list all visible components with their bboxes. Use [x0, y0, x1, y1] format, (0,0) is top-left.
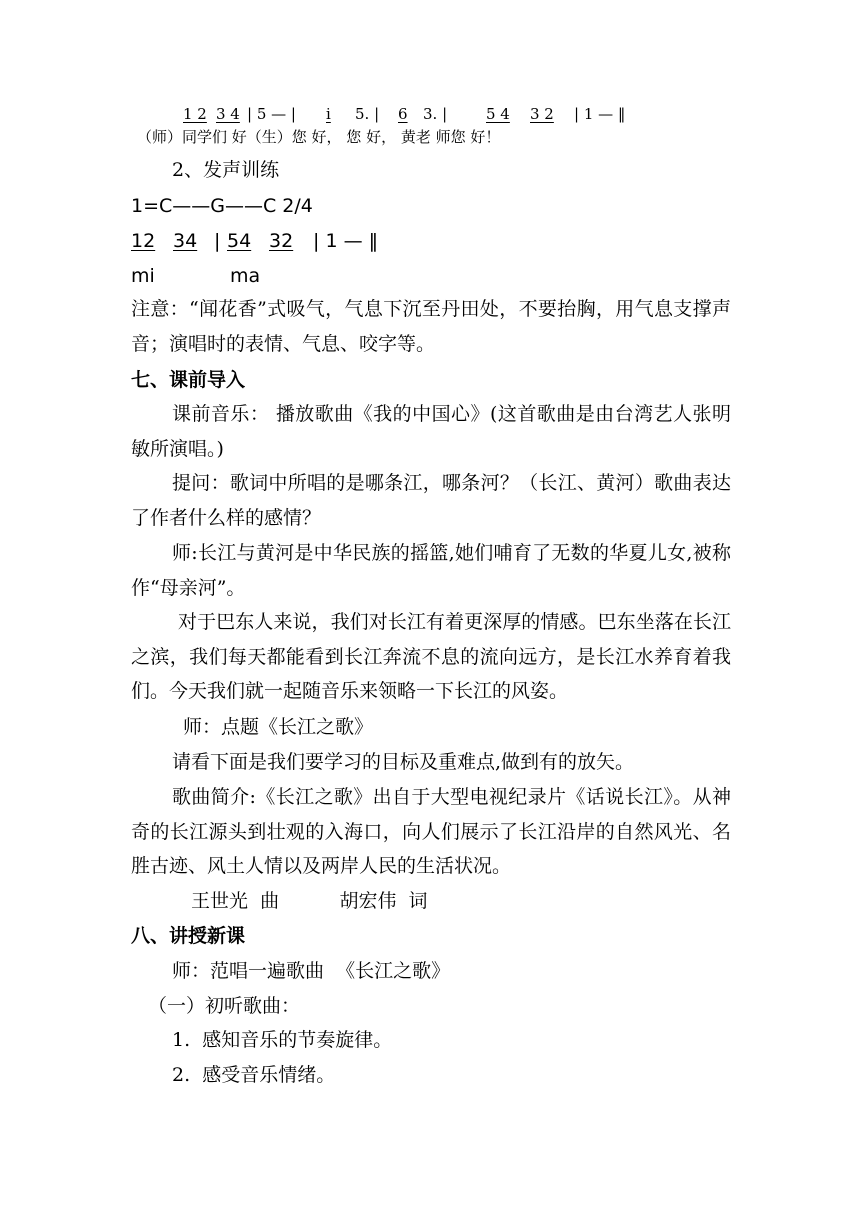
notation-segment: 54	[227, 230, 252, 252]
notation-segment: 3. |	[423, 105, 448, 123]
section-title-vocal-training: 2、发声训练	[172, 159, 280, 181]
paragraph-pre-class-music: 课前音乐： 播放歌曲《我的中国心》(这首歌曲是由台湾艺人张明敏所演唱。)	[131, 403, 731, 460]
paragraph-demo-sing: 师：范唱一遍歌曲 《长江之歌》	[172, 960, 451, 982]
heading-section-7: 七、课前导入	[131, 369, 246, 391]
notation-line-exercise	[0, 225, 860, 257]
notation-segment: | 1 — ‖	[574, 105, 626, 123]
list-item: 1. 感知音乐的节奏旋律。	[172, 1029, 393, 1051]
notation-segment: | 1 — ‖	[313, 230, 379, 252]
notation-segment: i	[326, 105, 331, 123]
key-signature-line: 1=C——G——C 2/4	[131, 195, 313, 217]
notation-segment: 5. |	[355, 105, 380, 123]
heading-section-8: 八、讲授新课	[131, 925, 246, 947]
notation-segment: 34	[173, 230, 198, 252]
paragraph-goals: 请看下面是我们要学习的目标及重难点,做到有的放矢。	[172, 751, 635, 773]
syllable-line	[0, 260, 860, 292]
notation-segment: 12	[131, 230, 156, 252]
paragraph-question: 提问：歌词中所唱的是哪条江，哪条河？（长江、黄河）歌曲表达了作者什么样的感情？	[131, 472, 731, 529]
notation-segment: 5 4	[486, 105, 510, 123]
notation-segment: | 5 — |	[247, 105, 296, 123]
syllable-ma: ma	[230, 265, 261, 287]
notation-segment: 6	[398, 105, 408, 123]
subheading-first-listen: （一）初听歌曲：	[148, 995, 301, 1017]
lyrics-line: （师）同学们 好（生）您 好， 您 好， 黄老 师您 好！	[137, 128, 501, 146]
list-item: 2. 感受音乐情绪。	[172, 1064, 336, 1086]
paragraph-topic: 师：点题《长江之歌》	[183, 716, 374, 738]
notation-line-top	[0, 104, 860, 126]
notation-segment: 3 4	[216, 105, 240, 123]
paragraph-badong: 对于巴东人来说，我们对长江有着更深厚的情感。巴东坐落在长江之滨，我们每天都能看到长江奔流不息的流向远方，是长江水养育着我们。今天我们就一起随音乐来领略一下长江的风姿。	[131, 611, 731, 702]
paragraph-teacher-rivers: 师:长江与黄河是中华民族的摇篮,她们哺育了无数的华夏儿女,被称作“母亲河”。	[131, 542, 731, 599]
notation-segment: |	[214, 230, 221, 252]
syllable-mi: mi	[131, 265, 155, 287]
notation-segment: 32	[269, 230, 294, 252]
notation-segment: 3 2	[530, 105, 554, 123]
note-paragraph: 注意：“闻花香”式吸气，气息下沉至丹田处，不要抬胸，用气息支撑声音；演唱时的表情、气息、咬字等。	[131, 298, 731, 355]
paragraph-song-intro: 歌曲简介:《长江之歌》出自于大型电视纪录片《话说长江》。从神奇的长江源头到壮观的入海口，向人们展示了长江沿岸的自然风光、名胜古迹、风土人情以及两岸人民的生活状况。	[131, 786, 731, 877]
notation-segment: 1 2	[183, 105, 207, 123]
song-credits: 王世光 曲 胡宏伟 词	[191, 890, 428, 912]
